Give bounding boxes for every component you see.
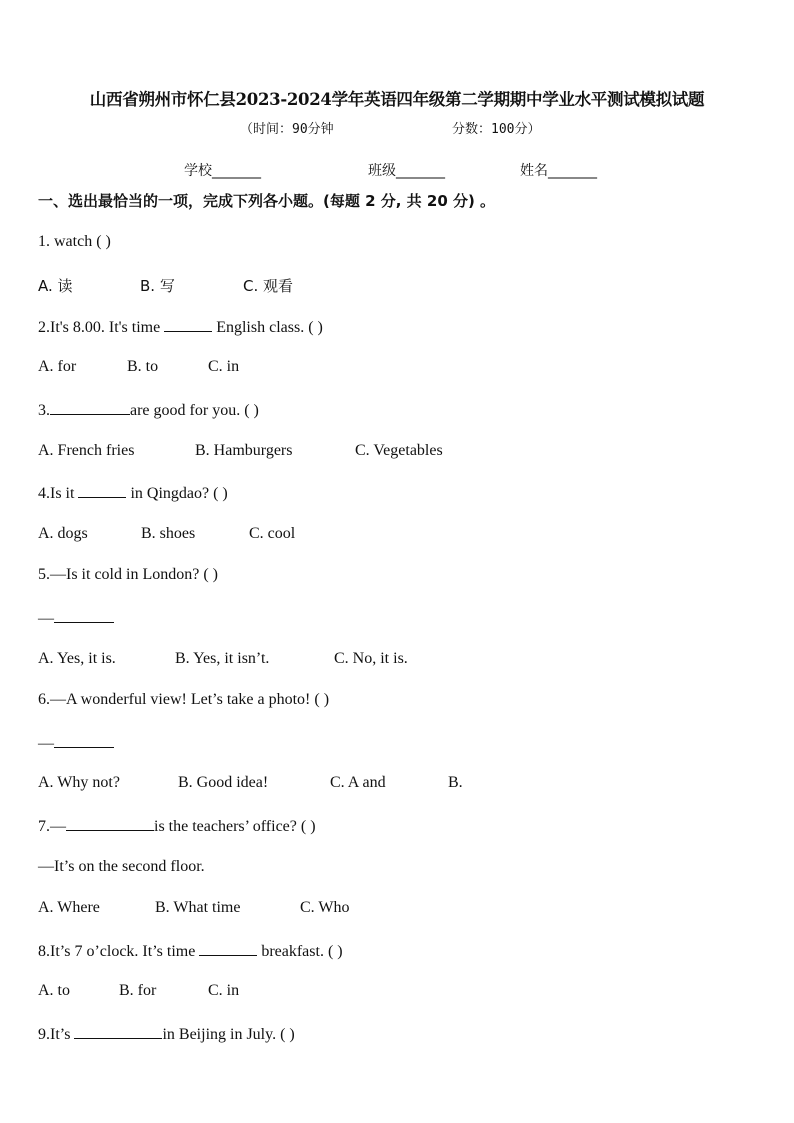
q8-option-c: C. in: [208, 982, 240, 999]
q6-answer-line: [38, 733, 114, 753]
name-field: 姓名_______: [520, 163, 597, 179]
school-field: 学校_______: [184, 163, 261, 179]
q4-stem-start: 4.Is it: [38, 485, 79, 502]
q5-option-a: A. Yes, it is.: [38, 650, 116, 667]
q7-option-c: C. Who: [300, 899, 350, 916]
exam-score: 分数：100分）: [452, 122, 541, 137]
q8-option-a: A. to: [38, 982, 70, 999]
q7-option-a: A. Where: [38, 899, 100, 916]
q5-answer-line: [38, 608, 114, 628]
answer-blank: [54, 733, 114, 748]
q3-option-a: A. French fries: [38, 442, 135, 459]
q1-option-b: B. 写: [140, 277, 175, 295]
q3-option-c: C. Vegetables: [355, 442, 443, 459]
answer-blank: [199, 941, 257, 956]
q9-stem-end: in Beijing in July. ( ): [162, 1026, 295, 1043]
answer-blank: [78, 483, 126, 498]
question-9: [38, 1024, 295, 1044]
q2-stem-end: English class. ( ): [212, 319, 323, 336]
q2-option-c: C. in: [208, 358, 240, 375]
question-6: 6.—A wonderful view! Let’s take a photo! ( ): [38, 691, 330, 708]
q8-option-b: B. for: [119, 982, 157, 999]
q3-stem-end: are good for you. ( ): [130, 402, 259, 419]
q4-option-c: C. cool: [249, 525, 296, 542]
answer-blank: [66, 816, 154, 831]
q2-option-b: B. to: [127, 358, 159, 375]
q4-stem-end: in Qingdao? ( ): [126, 485, 228, 502]
q5-option-c: C. No, it is.: [334, 650, 408, 667]
section-heading: 一、选出最恰当的一项，完成下列各小题。(每题 2 分, 共 20 分) 。: [38, 192, 496, 210]
q7-stem-start: 7.—: [38, 818, 66, 835]
q6-option-d: B.: [448, 774, 463, 791]
q9-stem-start: 9.It’s: [38, 1026, 75, 1043]
dash: —: [38, 610, 54, 627]
answer-blank: [54, 608, 114, 623]
page-title: 山西省朔州市怀仁县2023-2024学年英语四年级第二学期期中学业水平测试模拟试题: [89, 90, 705, 109]
q6-option-a: A. Why not?: [38, 774, 120, 791]
q1-option-a: A. 读: [38, 277, 73, 295]
q7-reply: —It’s on the second floor.: [38, 858, 205, 875]
q4-option-a: A. dogs: [38, 525, 88, 542]
q8-stem-start: 8.It’s 7 o’clock. It’s time: [38, 943, 200, 960]
question-1: 1. watch ( ): [38, 233, 111, 250]
q6-option-b: B. Good idea!: [178, 774, 269, 791]
question-5: 5.—Is it cold in London? ( ): [38, 566, 218, 583]
question-3: [38, 400, 259, 420]
q3-option-b: B. Hamburgers: [195, 442, 293, 459]
question-4: [38, 483, 228, 503]
q7-stem-end: is the teachers’ office? ( ): [154, 818, 316, 835]
q2-stem-start: 2.It's 8.00. It's time: [38, 319, 165, 336]
q8-stem-end: breakfast. ( ): [257, 943, 343, 960]
answer-blank: [74, 1024, 162, 1039]
question-8: [38, 941, 343, 961]
dash: —: [38, 735, 54, 752]
class-field: 班级_______: [368, 163, 445, 179]
exam-time: （时间：90分钟: [240, 122, 334, 137]
q2-option-a: A. for: [38, 358, 77, 375]
answer-blank: [50, 400, 130, 415]
q1-option-c: C. 观看: [243, 277, 294, 295]
q4-option-b: B. shoes: [141, 525, 196, 542]
q7-option-b: B. What time: [155, 899, 241, 916]
q3-stem-start: 3.: [38, 402, 50, 419]
q6-option-c: C. A and: [330, 774, 386, 791]
question-7: [38, 816, 316, 836]
question-2: [38, 317, 323, 337]
answer-blank: [164, 317, 212, 332]
q5-option-b: B. Yes, it isn’t.: [175, 650, 270, 667]
